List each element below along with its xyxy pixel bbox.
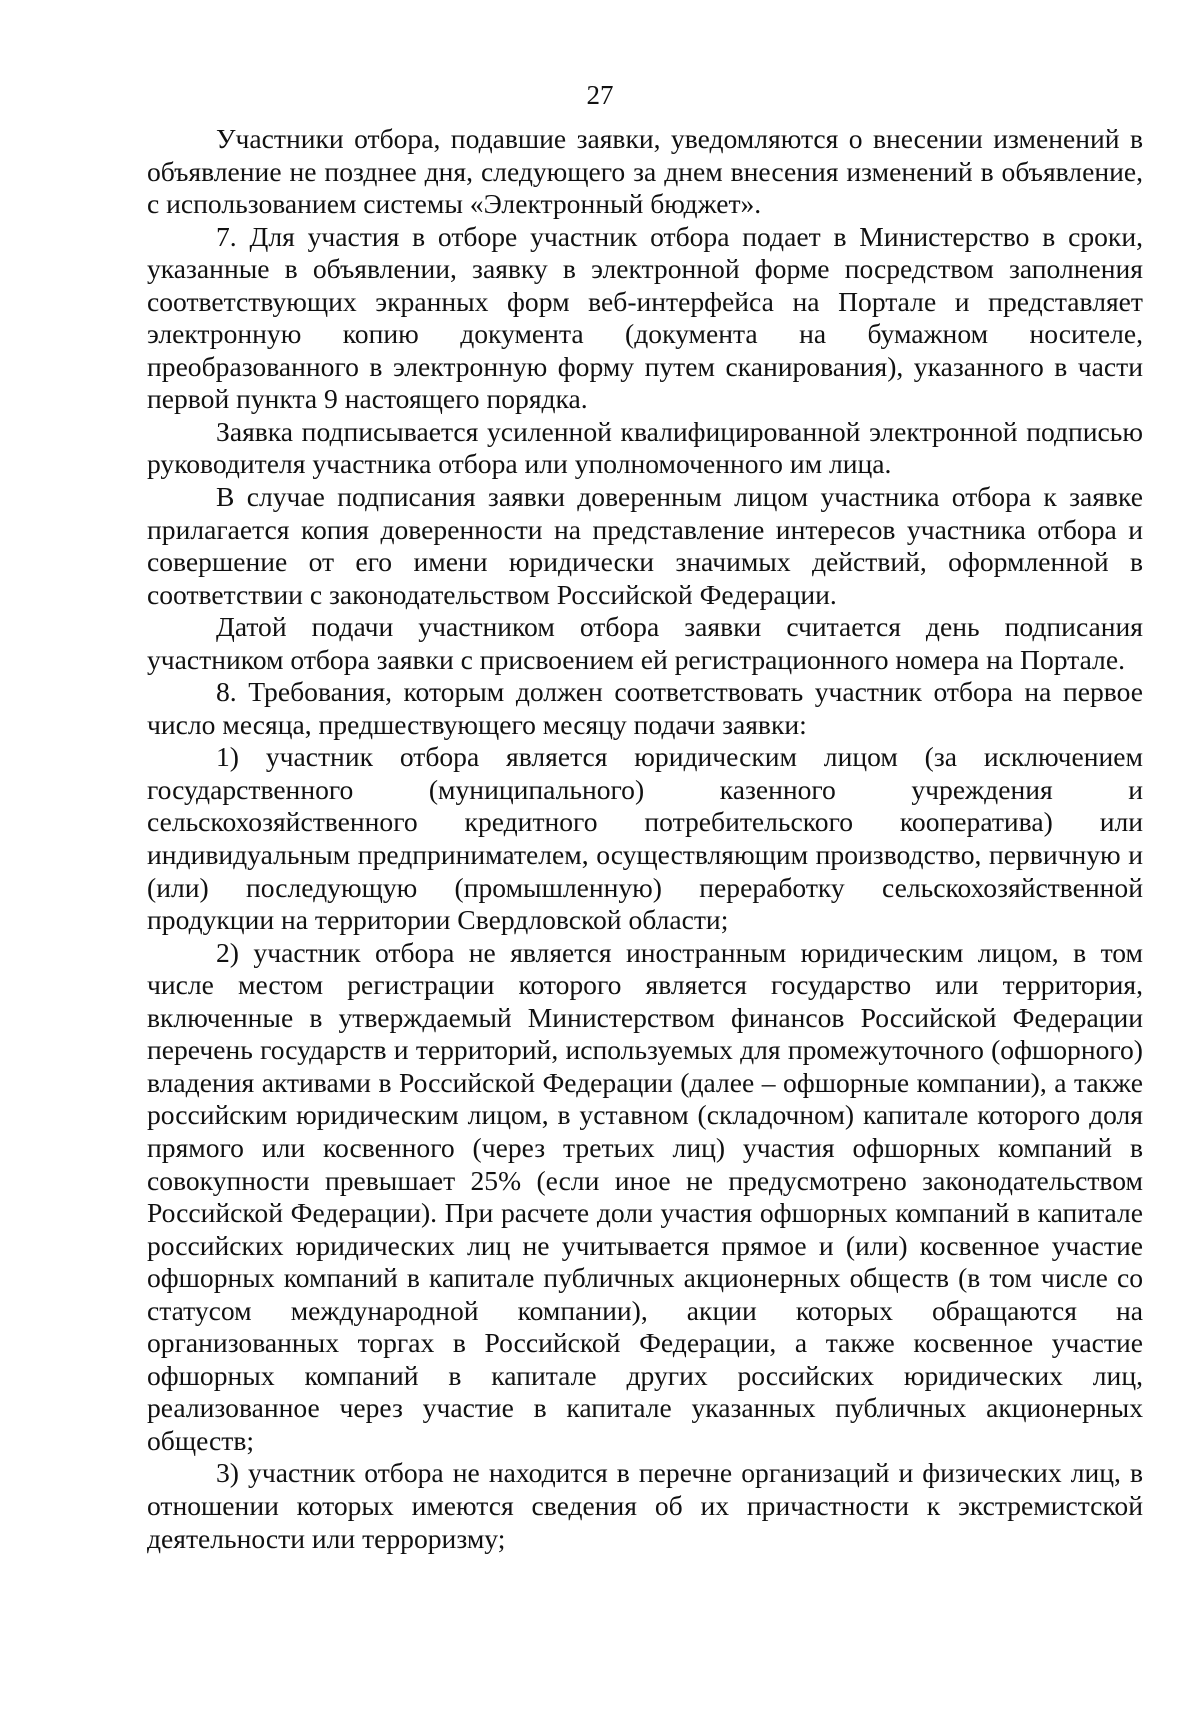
paragraph-requirement-1: 1) участник отбора является юридическим лицом (за исключением государственного (муниципального) казенного учреждения и сельскохозяйственного кредитного потребительского кооператива) или индивидуальным предпринимателем, осуществляющим производство, первичную и (или) последующую (промышленную) переработку сельскохозяйственной продукции на территории Свердловской области; (147, 741, 1143, 936)
paragraph-notification: Участники отбора, подавшие заявки, уведомляются о внесении изменений в объявление не позднее дня, следующего за днем внесения изменений в объявление, с использованием системы «Электронный бюджет». (147, 123, 1143, 220)
document-body (147, 123, 1143, 1555)
paragraph-submission-date: Датой подачи участником отбора заявки считается день подписания участником отбора заявки с присвоением ей регистрационного номера на Портале. (147, 611, 1143, 675)
page-number: 27 (586, 80, 614, 110)
paragraph-item-7: 7. Для участия в отборе участник отбора подает в Министерство в сроки, указанные в объявлении, заявку в электронной форме посредством заполнения соответствующих экранных форм веб-интерфейса на Портале и представляет электронную копию документа (документа на бумажном носителе, преобразованного в электронную форму путем сканирования), указанного в части первой пункта 9 настоящего порядка. (147, 220, 1143, 415)
paragraph-signature: Заявка подписывается усиленной квалифицированной электронной подписью руководителя участника отбора или уполномоченного им лица. (147, 415, 1143, 480)
paragraph-proxy: В случае подписания заявки доверенным лицом участника отбора к заявке прилагается копия доверенности на представление интересов участника отбора и совершение от его имени юридически значимых действий, оформленной в соответствии с законодательством Российской Федерации. (147, 481, 1143, 610)
paragraph-item-8: 8. Требования, которым должен соответствовать участник отбора на первое число месяца, предшествующего месяцу подачи заявки: (147, 676, 1143, 740)
paragraph-requirement-3: 3) участник отбора не находится в перечне организаций и физических лиц, в отношении которых имеются сведения об их причастности к экстремистской деятельности или терроризму; (147, 1457, 1143, 1554)
paragraph-requirement-2: 2) участник отбора не является иностранным юридическим лицом, в том числе местом регистрации которого является государство или территория, включенные в утверждаемый Министерством финансов Российской Федерации перечень государств и территорий, используемых для промежуточного (офшорного) владения активами в Российской Федерации (далее – офшорные компании), а также российским юридическим лицом, в уставном (складочном) капитале которого доля прямого или косвенного (через третьих лиц) участия офшорных компаний в совокупности превышает 25% (если иное не предусмотрено законодательством Российской Федерации). При расчете доли участия офшорных компаний в капитале российских юридических лиц не учитывается прямое и (или) косвенное участие офшорных компаний в капитале публичных акционерных обществ (в том числе со статусом международной компании), акции которых обращаются на организованных торгах в Российской Федерации, а также косвенное участие офшорных компаний в капитале других российских юридических лиц, реализованное через участие в капитале указанных публичных акционерных обществ; (147, 936, 1143, 1456)
